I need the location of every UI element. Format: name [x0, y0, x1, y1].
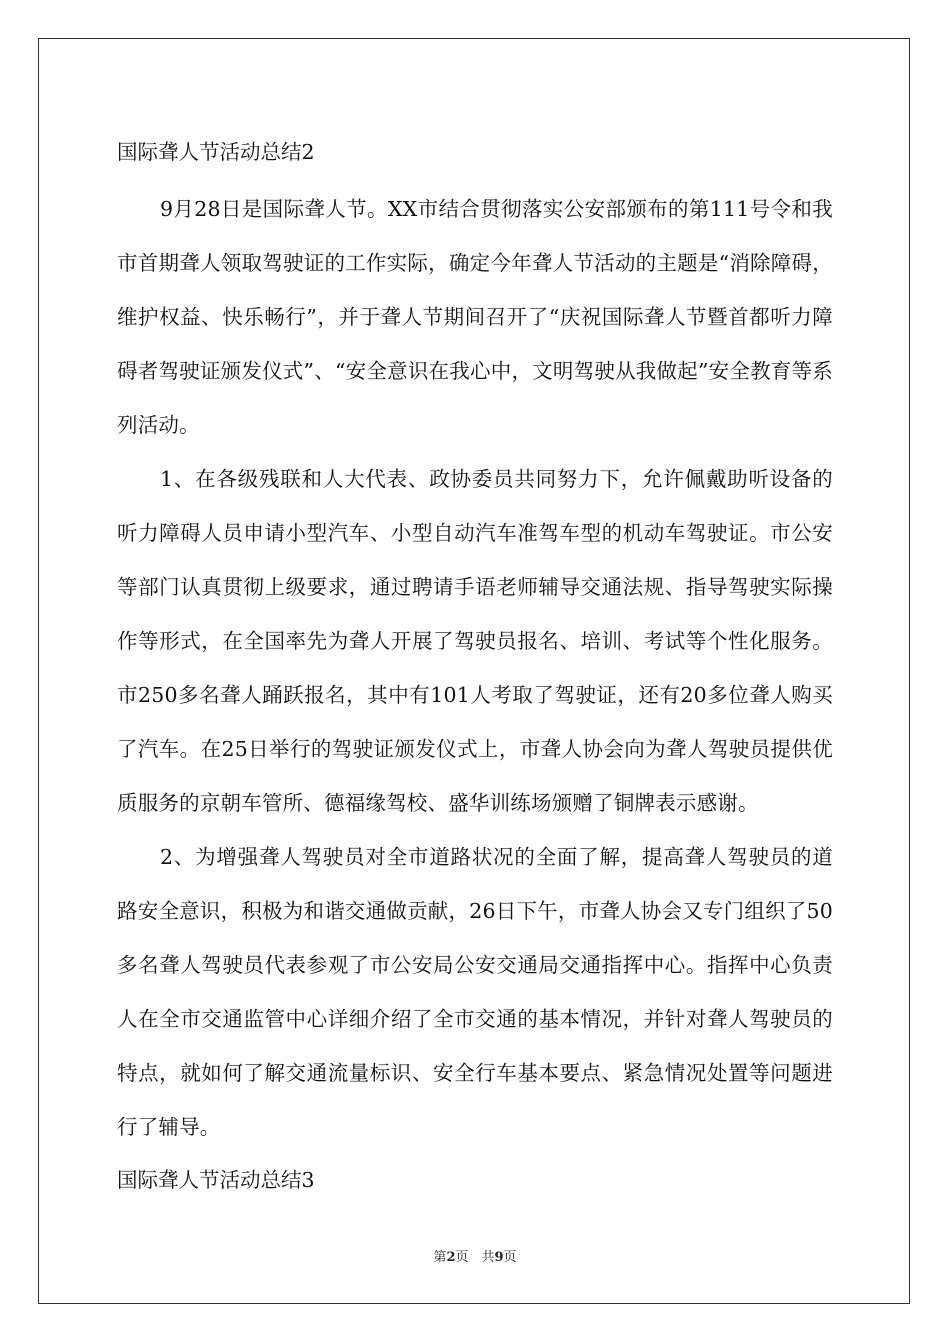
footer-page-total: 9: [494, 1250, 504, 1265]
paragraph-item-1: 1、在各级残联和人大代表、政协委员共同努力下，允许佩戴助听设备的听力障碍人员申请小型汽车、小型自动汽车准驾车型的机动车驾驶证。市公安等部门认真贯彻上级要求，通过聘请手语老师辅导交通法规、指导驾驶实际操作等形式，在全国率先为聋人开展了驾驶员报名、培训、考试等个性化服务。市250多名聋人踊跃报名，其中有101人考取了驾驶证，还有20多位聋人购买了汽车。在25日举行的驾驶证颁发仪式上，市聋人协会向为聋人驾驶员提供优质服务的京朝车管所、德福缘驾校、盛华训练场颁赠了铜牌表示感谢。: [117, 467, 833, 815]
footer-page-current: 2: [446, 1250, 456, 1265]
footer-page-mid: 页 共: [455, 1250, 495, 1265]
footer-page-suffix: 页: [503, 1250, 517, 1265]
document-body: [117, 126, 833, 1206]
footer-page-prefix: 第: [433, 1250, 447, 1265]
paragraph-item-2: 2、为增强聋人驾驶员对全市道路状况的全面了解，提高聋人驾驶员的道路安全意识，积极为和谐交通做贡献，26日下午，市聋人协会又专门组织了50多名聋人驾驶员代表参观了市公安局公安交通局交通指挥中心。指挥中心负责人在全市交通监管中心详细介绍了全市交通的基本情况，并针对聋人驾驶员的特点，就如何了解交通流量标识、安全行车基本要点、紧急情况处置等问题进行了辅导。: [117, 845, 833, 1139]
section-heading-2: 国际聋人节活动总结2: [117, 140, 315, 164]
page-footer: [0, 1246, 950, 1265]
section-heading-3: 国际聋人节活动总结3: [117, 1168, 315, 1192]
paragraph-intro: 9月28日是国际聋人节。XX市结合贯彻落实公安部颁布的第111号令和我市首期聋人领取驾驶证的工作实际，确定今年聋人节活动的主题是“消除障碍，维护权益、快乐畅行”，并于聋人节期间召开了“庆祝国际聋人节暨首都听力障碍者驾驶证颁发仪式”、“安全意识在我心中，文明驾驶从我做起”安全教育等系列活动。: [117, 197, 833, 437]
